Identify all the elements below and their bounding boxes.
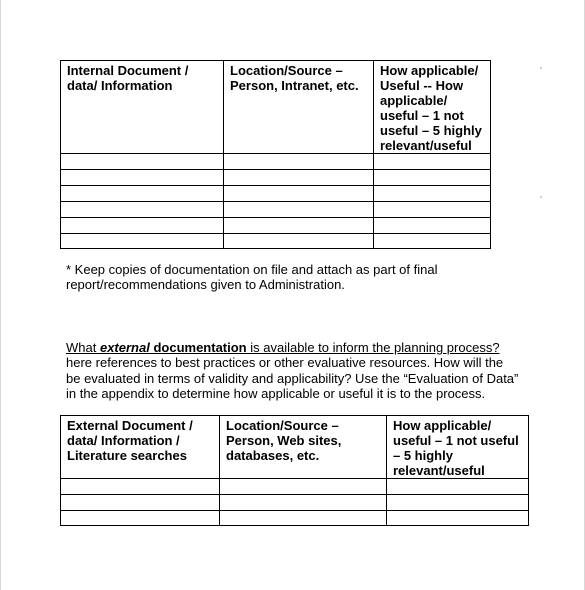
table-cell[interactable] bbox=[374, 234, 491, 249]
table-row bbox=[61, 479, 529, 495]
header-external-document: External Document / data/ Information / Literature searches bbox=[67, 418, 193, 463]
table-cell[interactable] bbox=[61, 202, 224, 218]
table-cell[interactable] bbox=[61, 154, 224, 170]
table-cell[interactable] bbox=[374, 170, 491, 186]
table-cell[interactable] bbox=[224, 234, 374, 249]
table-cell[interactable] bbox=[374, 202, 491, 218]
header-internal-document: Internal Document / data/ Information bbox=[67, 63, 189, 93]
table-row bbox=[61, 170, 491, 186]
table-cell[interactable] bbox=[61, 186, 224, 202]
table-cell[interactable] bbox=[61, 234, 224, 249]
header-location-source: Location/Source – Person, Intranet, etc. bbox=[230, 63, 359, 93]
table-cell[interactable] bbox=[61, 479, 220, 495]
internal-documentation-table bbox=[60, 60, 491, 249]
table-cell[interactable] bbox=[61, 511, 220, 526]
table-cell[interactable] bbox=[61, 170, 224, 186]
question-line-2: here references to best practices or other evaluative resources. How will the bbox=[66, 355, 504, 371]
external-documentation-question bbox=[66, 340, 546, 401]
table-cell[interactable] bbox=[387, 511, 529, 526]
question-line-1: What external documentation is available to inform the planning process? bbox=[66, 340, 500, 355]
table-header-row bbox=[61, 416, 529, 479]
table-cell[interactable] bbox=[61, 495, 220, 511]
table-cell[interactable] bbox=[387, 479, 529, 495]
table-row bbox=[61, 511, 529, 526]
table-row bbox=[61, 234, 491, 249]
table-cell[interactable] bbox=[224, 202, 374, 218]
table-row bbox=[61, 218, 491, 234]
scan-mark bbox=[540, 196, 542, 198]
table-cell[interactable] bbox=[224, 186, 374, 202]
table-cell[interactable] bbox=[387, 495, 529, 511]
table-cell[interactable] bbox=[220, 495, 387, 511]
table-row bbox=[61, 202, 491, 218]
table-row bbox=[61, 495, 529, 511]
header-how-applicable: How applicable/ useful – 1 not useful – 5 highly relevant/useful bbox=[393, 418, 519, 478]
documentation-note: * Keep copies of documentation on file and attach as part of final report/recommendations given to Administration. bbox=[66, 262, 438, 292]
table-cell[interactable] bbox=[224, 154, 374, 170]
table-cell[interactable] bbox=[224, 218, 374, 234]
question-line-3: be evaluated in terms of validity and applicability? Use the “Evaluation of Data” bbox=[66, 370, 519, 386]
question-line-4: in the appendix to determine how applicable or useful it is to the process. bbox=[66, 385, 486, 401]
table-cell[interactable] bbox=[220, 511, 387, 526]
table-cell[interactable] bbox=[224, 170, 374, 186]
table-header-row bbox=[61, 61, 491, 154]
header-location-source: Location/Source – Person, Web sites, databases, etc. bbox=[226, 418, 342, 463]
table-cell[interactable] bbox=[374, 154, 491, 170]
header-how-applicable: How applicable/ Useful -- How applicable/ useful – 1 not useful – 5 highly relevant/useful bbox=[380, 63, 482, 153]
table-cell[interactable] bbox=[374, 218, 491, 234]
table-cell[interactable] bbox=[61, 218, 224, 234]
table-cell[interactable] bbox=[220, 479, 387, 495]
table-row bbox=[61, 154, 491, 170]
scan-mark bbox=[540, 67, 542, 69]
table-cell[interactable] bbox=[374, 186, 491, 202]
external-documentation-table bbox=[60, 415, 529, 526]
table-row bbox=[61, 186, 491, 202]
